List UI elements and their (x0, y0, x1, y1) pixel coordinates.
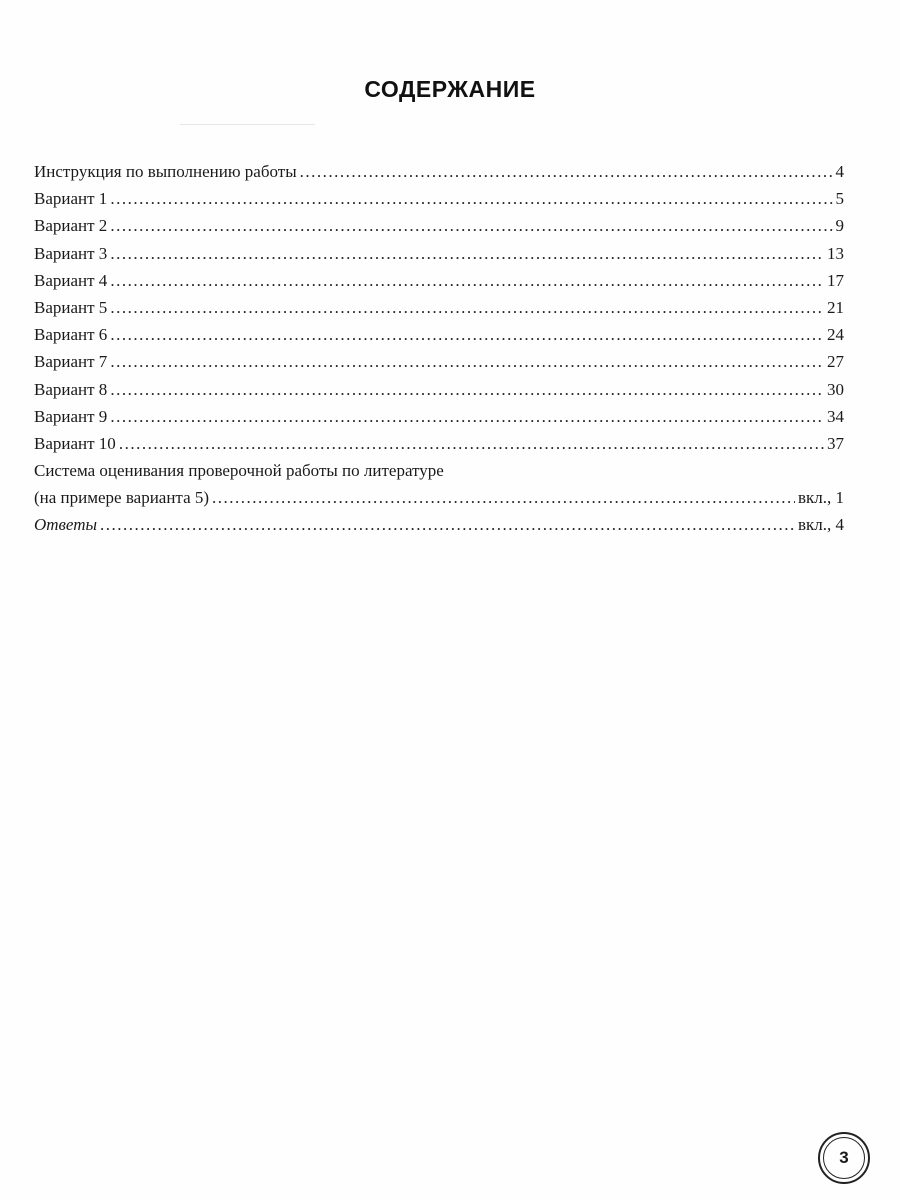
toc-entry-label: Вариант 7 (34, 352, 108, 372)
toc-entry-page: 5 (835, 189, 844, 209)
dot-leader (110, 267, 824, 294)
toc-entry-variant-2 (34, 212, 844, 239)
page-number-badge (818, 1132, 870, 1184)
toc-entry-page: 4 (835, 162, 844, 181)
toc-entry-label: Вариант 4 (34, 270, 108, 290)
toc-entry-label: Вариант 8 (34, 379, 108, 399)
dot-leader (110, 294, 824, 321)
toc-entry-label: Ответы (34, 515, 98, 535)
dot-leader (110, 376, 824, 403)
toc-entry-label: Вариант 5 (34, 297, 108, 317)
toc-entry-variant-1 (34, 185, 844, 212)
dot-leader (110, 185, 832, 212)
toc-entry-label: Вариант 1 (34, 189, 108, 209)
page-number: 3 (823, 1137, 865, 1179)
toc-entry-variant-8 (34, 376, 844, 403)
toc-entry-grading-line1: Система оценивания проверочной работы по литературе (34, 461, 444, 481)
dot-leader (119, 430, 824, 457)
toc-entry-page: 34 (827, 406, 844, 426)
page-title: СОДЕРЖАНИЕ (364, 76, 536, 102)
toc-entry-label: Вариант 6 (34, 325, 108, 345)
toc-entry-variant-9 (34, 403, 844, 430)
show-through-line (180, 124, 315, 125)
toc-entry-page: 13 (827, 243, 844, 263)
toc-entry-variant-6 (34, 321, 844, 348)
toc-entry-page: 30 (827, 379, 844, 399)
toc-entry-variant-5 (34, 294, 844, 321)
dot-leader (212, 484, 795, 511)
dot-leader (110, 403, 824, 430)
toc-entry-page: 9 (835, 216, 844, 236)
toc-entry-variant-4 (34, 267, 844, 294)
table-of-contents (34, 158, 844, 539)
toc-entry-variant-7 (34, 348, 844, 375)
toc-entry-answers (34, 511, 844, 538)
toc-entry-label: Вариант 10 (34, 433, 116, 453)
toc-entry-page: 17 (827, 270, 844, 290)
toc-entry-label: Вариант 3 (34, 243, 108, 263)
toc-entry-page: 24 (827, 325, 844, 345)
dot-leader (300, 158, 833, 185)
dot-leader (110, 212, 832, 239)
toc-entry-label: (на примере варианта 5) (34, 488, 210, 508)
dot-leader (110, 321, 824, 348)
dot-leader (110, 348, 824, 375)
toc-entry-page: 21 (827, 297, 844, 317)
toc-entry-label: Вариант 9 (34, 406, 108, 426)
toc-entry-page: вкл., 4 (797, 515, 844, 535)
toc-entry-label: Инструкция по выполнению работы (34, 162, 297, 181)
toc-entry-variant-10 (34, 430, 844, 457)
dot-leader (100, 511, 795, 538)
toc-entry-page: 37 (827, 433, 844, 453)
toc-entry-page: вкл., 1 (797, 488, 844, 508)
toc-entry-grading (34, 484, 844, 511)
toc-entry-label: Вариант 2 (34, 216, 108, 236)
toc-entry-instructions (34, 158, 844, 185)
toc-entry-page: 27 (827, 352, 844, 372)
toc-entry-variant-3 (34, 240, 844, 267)
dot-leader (110, 240, 824, 267)
